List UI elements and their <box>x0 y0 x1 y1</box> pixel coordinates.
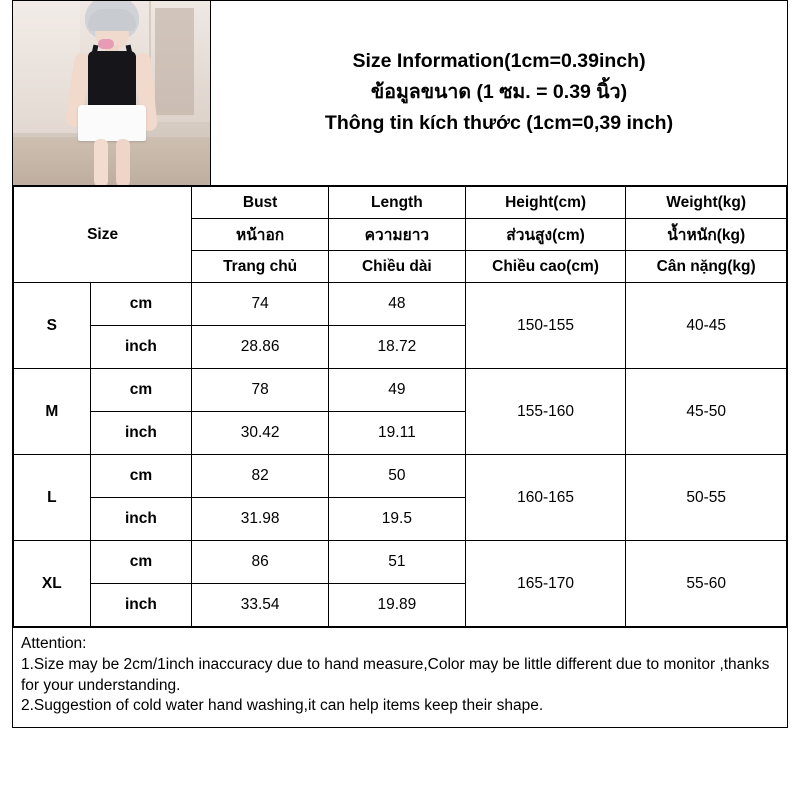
model-hair-front <box>88 9 136 31</box>
row-size-s: S <box>14 283 91 369</box>
m-height: 155-160 <box>465 369 626 455</box>
row-size-m: M <box>14 369 91 455</box>
s-weight: 40-45 <box>626 283 787 369</box>
table-row <box>14 369 787 412</box>
header-height-th: ส่วนสูง(cm) <box>465 219 626 251</box>
title-line-en: Size Information(1cm=0.39inch) <box>352 50 646 73</box>
model-leg-right <box>116 139 130 185</box>
l-length-inch: 19.5 <box>328 498 465 541</box>
l-bust-inch: 31.98 <box>192 498 329 541</box>
model-camisole-top <box>88 51 136 109</box>
l-weight: 50-55 <box>626 455 787 541</box>
header-weight-en: Weight(kg) <box>626 187 787 219</box>
row-size-xl: XL <box>14 541 91 627</box>
xl-length-inch: 19.89 <box>328 584 465 627</box>
row-unit-inch: inch <box>90 498 192 541</box>
row-unit-cm: cm <box>90 541 192 584</box>
l-length-cm: 50 <box>328 455 465 498</box>
header-length-en: Length <box>328 187 465 219</box>
row-unit-cm: cm <box>90 283 192 326</box>
s-bust-cm: 74 <box>192 283 329 326</box>
m-bust-inch: 30.42 <box>192 412 329 455</box>
xl-bust-cm: 86 <box>192 541 329 584</box>
l-bust-cm: 82 <box>192 455 329 498</box>
m-weight: 45-50 <box>626 369 787 455</box>
header-length-th: ความยาว <box>328 219 465 251</box>
row-unit-cm: cm <box>90 455 192 498</box>
row-unit-inch: inch <box>90 326 192 369</box>
title-line-th: ข้อมูลขนาด (1 ซม. = 0.39 นิ้ว) <box>370 81 628 104</box>
header-bust-vi: Trang chủ <box>192 251 329 283</box>
model-leg-left <box>94 139 108 185</box>
product-photo <box>13 1 211 185</box>
photo-door <box>155 8 194 115</box>
m-length-cm: 49 <box>328 369 465 412</box>
size-table <box>13 186 787 627</box>
table-row <box>14 455 787 498</box>
s-length-cm: 48 <box>328 283 465 326</box>
attention-block <box>12 627 788 728</box>
attention-note-2: 2.Suggestion of cold water hand washing,it can help items keep their shape. <box>21 697 544 715</box>
l-height: 160-165 <box>465 455 626 541</box>
header-height-en: Height(cm) <box>465 187 626 219</box>
model-skirt <box>78 105 146 141</box>
xl-weight: 55-60 <box>626 541 787 627</box>
header-size-label: Size <box>14 187 192 283</box>
xl-bust-inch: 33.54 <box>192 584 329 627</box>
title-line-vi: Thông tin kích thước (1cm=0,39 inch) <box>324 111 674 134</box>
m-length-inch: 19.11 <box>328 412 465 455</box>
table-row <box>14 283 787 326</box>
photo-model-figure <box>64 1 160 185</box>
row-unit-inch: inch <box>90 584 192 627</box>
m-bust-cm: 78 <box>192 369 329 412</box>
chart-header-row <box>13 1 787 186</box>
attention-heading: Attention: <box>21 635 87 652</box>
row-size-l: L <box>14 455 91 541</box>
row-unit-inch: inch <box>90 412 192 455</box>
table-row <box>14 541 787 584</box>
s-bust-inch: 28.86 <box>192 326 329 369</box>
size-chart-table-container <box>12 0 788 627</box>
header-weight-th: น้ำหนัก(kg) <box>626 219 787 251</box>
attention-note-1: 1.Size may be 2cm/1inch inaccuracy due to hand measure,Color may be little different due to monitor ,thanks for your understanding. <box>21 656 770 694</box>
s-height: 150-155 <box>465 283 626 369</box>
header-weight-vi: Cân nặng(kg) <box>626 251 787 283</box>
s-length-inch: 18.72 <box>328 326 465 369</box>
header-length-vi: Chiều dài <box>328 251 465 283</box>
chart-title-block <box>211 1 787 185</box>
header-bust-en: Bust <box>192 187 329 219</box>
row-unit-cm: cm <box>90 369 192 412</box>
model-bow <box>98 39 114 49</box>
xl-height: 165-170 <box>465 541 626 627</box>
header-height-vi: Chiều cao(cm) <box>465 251 626 283</box>
header-bust-th: หน้าอก <box>192 219 329 251</box>
table-header-row-en <box>14 187 787 219</box>
xl-length-cm: 51 <box>328 541 465 584</box>
